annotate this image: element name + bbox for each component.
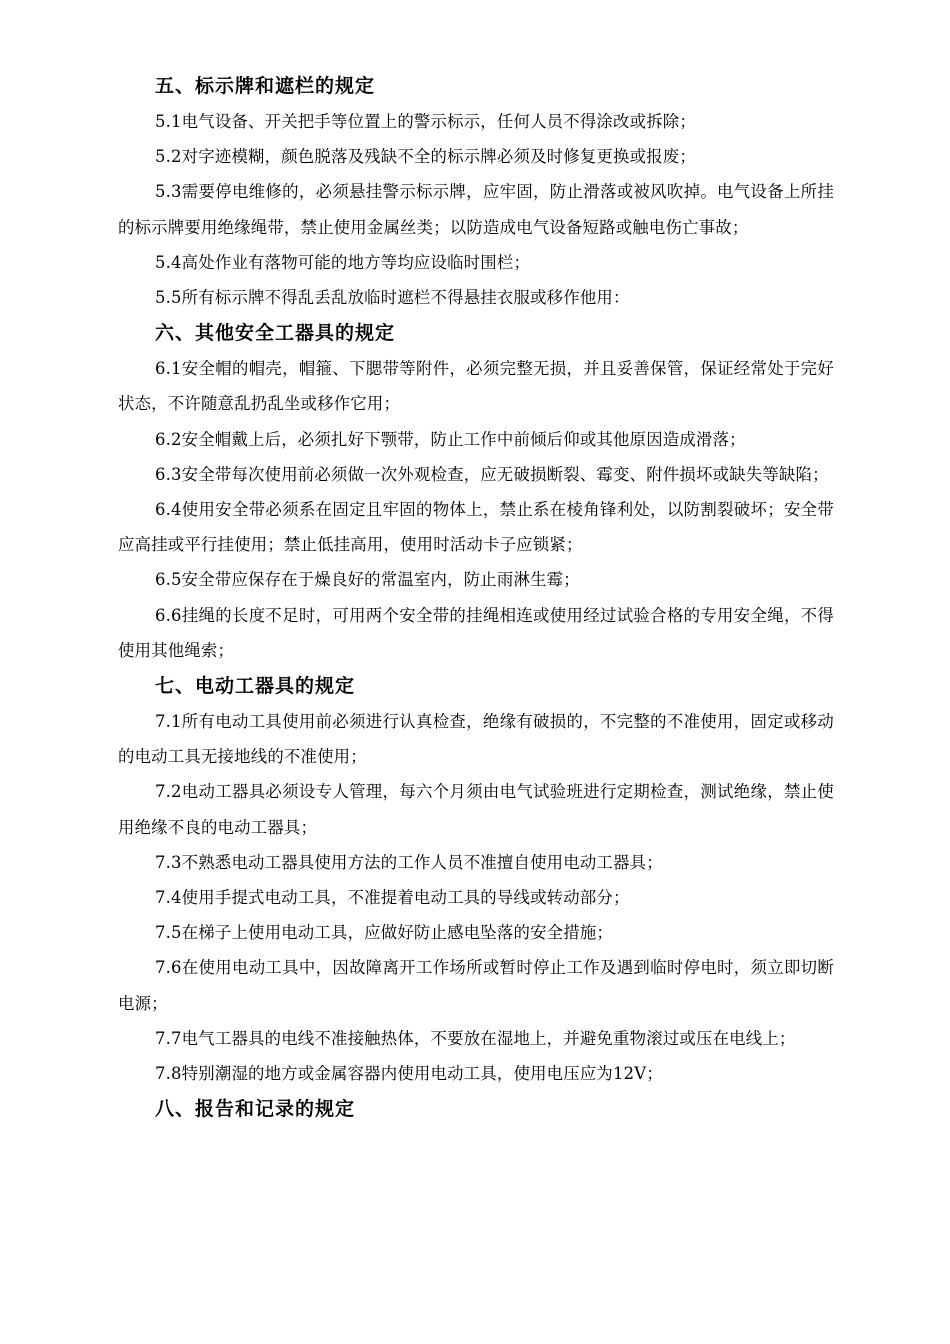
section-7 — [118, 668, 834, 1091]
paragraph: 6.6挂绳的长度不足时，可用两个安全带的挂绳相连或使用经过试验合格的专用安全绳，不得使用其他绳索； — [118, 605, 834, 660]
section-heading: 六、其他安全工器具的规定 — [155, 322, 396, 345]
section-heading: 五、标示牌和遮栏的规定 — [155, 75, 376, 97]
paragraph: 7.8特别潮湿的地方或金属容器内使用电动工具，使用电压应为12V； — [155, 1064, 663, 1084]
paragraph: 7.3不熟悉电动工器具使用方法的工作人员不准擅自使用电动工器具； — [155, 852, 663, 872]
paragraph: 7.4使用手提式电动工具，不准提着电动工具的导线或转动部分； — [155, 888, 630, 908]
paragraph: 5.3需要停电维修的，必须悬挂警示标示牌，应牢固，防止滑落或被风吹掉。电气设备上所挂的标示牌要用绝缘绳带，禁止使用金属丝类；以防造成电气设备短路或触电伤亡事故； — [118, 182, 834, 237]
paragraph: 5.4高处作业有落物可能的地方等均应设临时围栏； — [155, 252, 531, 272]
paragraph: 6.3安全带每次使用前必须做一次外观检查，应无破损断裂、霉变、附件损坏或缺失等缺陷； — [155, 464, 829, 484]
paragraph: 7.7电气工器具的电线不准接触热体，不要放在湿地上，并避免重物滚过或压在电线上； — [155, 1028, 796, 1048]
document-page — [118, 68, 834, 1127]
paragraph: 6.1安全帽的帽壳，帽箍、下腮带等附件，必须完整无损，并且妥善保管，保证经常处于完好状态，不许随意乱扔乱坐或移作它用； — [118, 359, 834, 414]
paragraph: 5.2对字迹模糊，颜色脱落及残缺不全的标示牌必须及时修复更换或报废； — [155, 147, 696, 167]
paragraph: 7.2电动工器具必须设专人管理，每六个月须由电气试验班进行定期检查，测试绝缘，禁止使用绝缘不良的电动工器具； — [118, 782, 834, 837]
section-heading: 七、电动工器具的规定 — [155, 675, 356, 698]
paragraph: 7.1所有电动工具使用前必须进行认真检查，绝缘有破损的，不完整的不准使用，固定或移动的电动工具无接地线的不准使用； — [118, 712, 834, 767]
paragraph: 5.1电气设备、开关把手等位置上的警示标示，任何人员不得涂改或拆除； — [155, 112, 696, 131]
paragraph: 7.6在使用电动工具中，因故障离开工作场所或暂时停止工作及遇到临时停电时，须立即切断电源； — [118, 958, 834, 1013]
section-heading: 八、报告和记录的规定 — [155, 1098, 356, 1121]
paragraph: 6.5安全带应保存在于燥良好的常温室内，防止雨淋生霉； — [155, 570, 580, 590]
paragraph: 6.2安全帽戴上后，必须扎好下颚带，防止工作中前倾后仰或其他原因造成滑落； — [155, 429, 746, 449]
paragraph: 6.4使用安全带必须系在固定且牢固的物体上，禁止系在棱角锋利处，以防割裂破坏；安全带应高挂或平行挂使用；禁止低挂高用，使用时活动卡子应锁紧； — [118, 500, 834, 555]
section-5 — [118, 68, 834, 315]
paragraph: 7.5在梯子上使用电动工具，应做好防止感电坠落的安全措施； — [155, 923, 614, 943]
section-8 — [118, 1091, 834, 1127]
section-6 — [118, 315, 834, 668]
paragraph: 5.5所有标示牌不得乱丢乱放临时遮栏不得悬挂衣服或移作他用： — [155, 288, 630, 308]
